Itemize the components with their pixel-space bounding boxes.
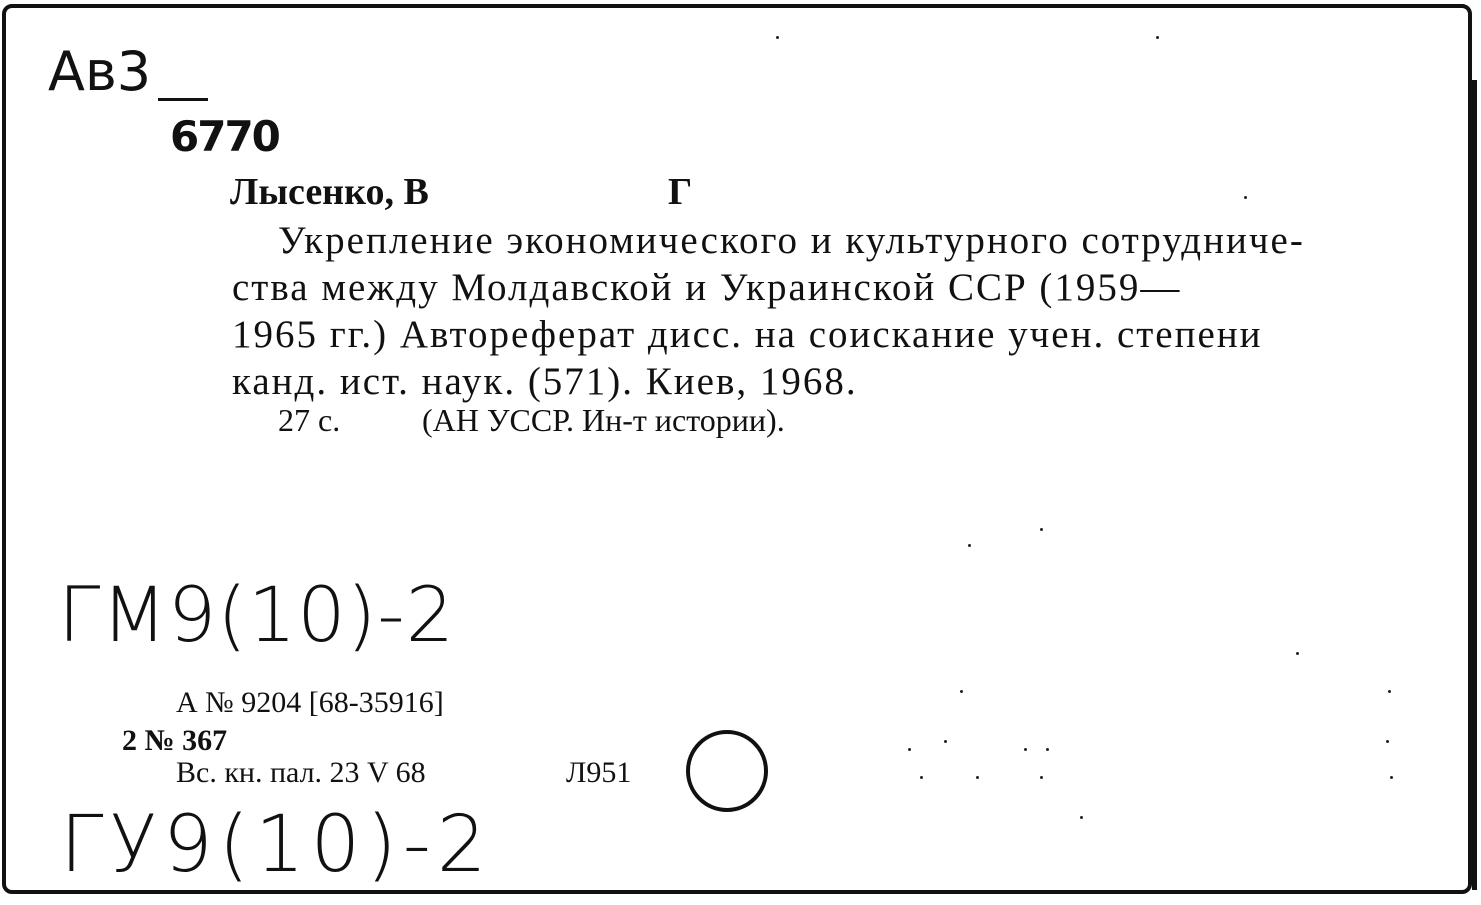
shelf-number-handwritten: 6770 [170,112,279,161]
scan-speck [908,748,911,751]
scan-speck [968,544,971,547]
shelf-code-underline [158,98,208,101]
order-line-2: 2 № 367 [122,724,228,757]
description-line-1: Укрепление экономического и культурного сотрудниче- [278,219,1305,262]
scan-speck [976,776,979,779]
scan-speck [1080,816,1083,819]
author-surname: Лысенко, В [230,171,429,213]
series-note: (АН УССР. Ин-т истории). [422,402,785,438]
scan-speck [1244,196,1247,199]
description-line-4: канд. ист. наук. (571). Киев, 1968. [232,360,858,403]
scan-speck [1388,690,1391,693]
description-line-3: 1965 гг.) Автореферат дисс. на соискание учен. степени [232,313,1263,356]
order-line-3: Вс. кн. пал. 23 V 68 [176,756,426,789]
card-edge-shadow [1472,80,1477,890]
scan-speck [1046,748,1049,751]
scan-speck [960,690,963,693]
call-number-handwritten-1: ГМ9(10)-2 [58,570,456,659]
description-line-2: ства между Молдавской и Украинской ССР (1959— [232,266,1182,309]
shelf-code-handwritten: Ав3 [48,40,152,103]
page-count: 27 с. [278,402,341,438]
scan-speck [920,776,923,779]
scan-speck [1040,528,1043,531]
scan-speck [1156,36,1159,39]
order-line-4: Л951 [566,756,632,789]
scan-speck [944,740,947,743]
scan-speck [1390,776,1393,779]
scan-speck [776,36,779,39]
scan-speck [1040,776,1043,779]
order-line-1: А № 9204 [68-35916] [176,686,444,719]
scan-speck [1024,748,1027,751]
scan-speck [1296,652,1299,655]
stamp-circle [686,730,768,812]
author-patronymic-initial: Г [668,171,693,213]
call-number-handwritten-2: ГУ9(10)-2 [60,800,493,890]
scan-speck [1386,740,1389,743]
